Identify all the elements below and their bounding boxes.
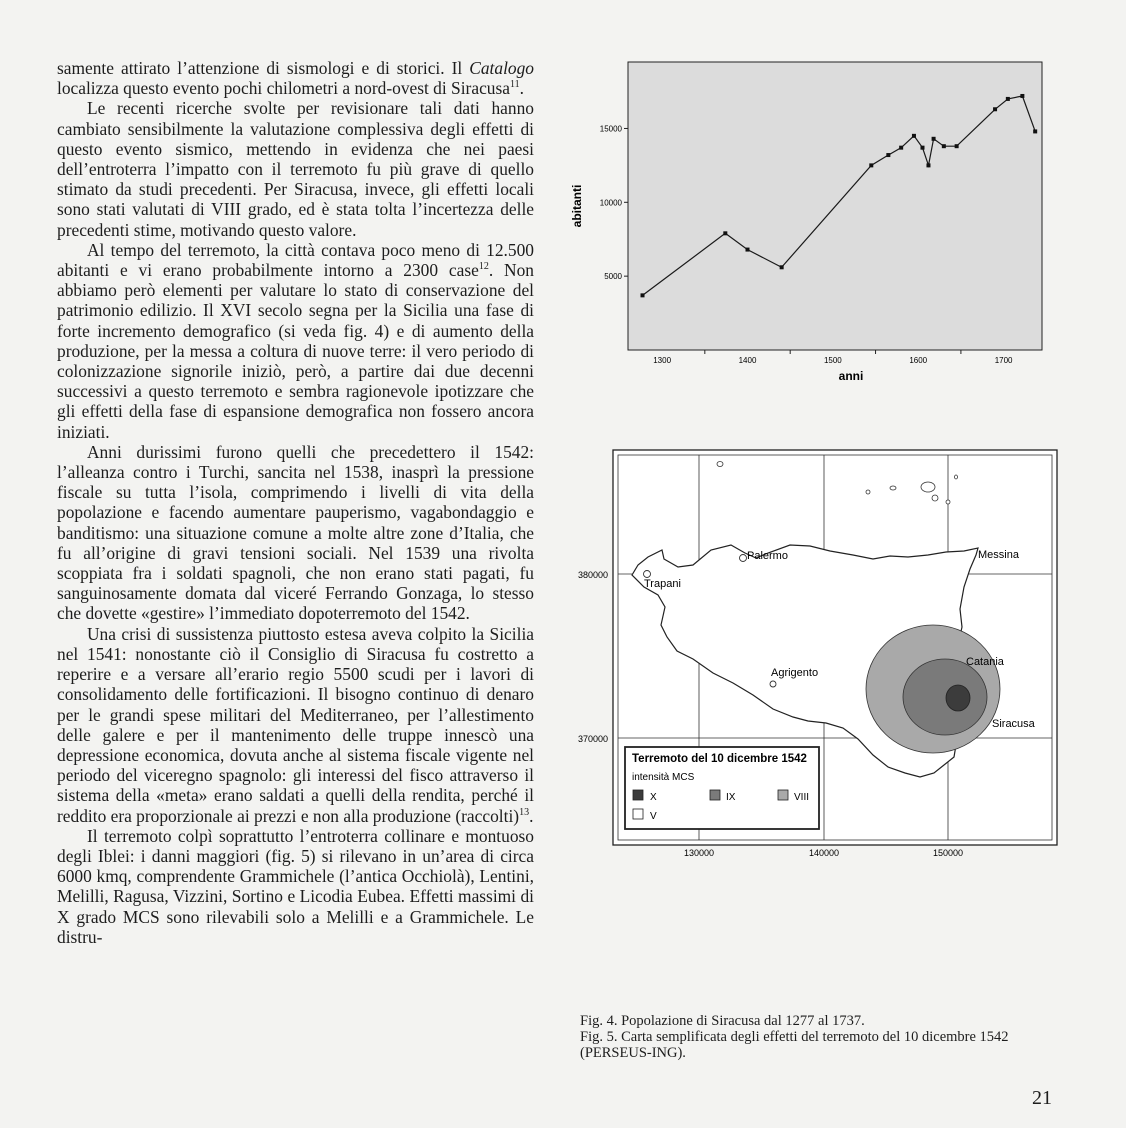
body-paragraph (57, 58, 534, 98)
footnote-ref: 12 (478, 261, 489, 273)
caption-fig5: Fig. 5. Carta semplificata degli effetti del terremoto del 10 dicembre 1542 (PERSEUS-ING). (580, 1029, 1009, 1061)
text-run: Le recenti ricerche svolte per revisionare tali dati hanno cambiato sensibilmente la valutazione complessiva degli effetti di questo evento sismico, mettendo in evidenza che nei paesi dell’entroterra l’impatto con il terremoto fu più grave di quello stimato da studi precedenti. Per Siracusa, invece, gli effetti locali sono stati valutati di VIII grado, ed è stata tolta l’incertezza delle precedenti stime, motivando questo valore. (57, 98, 534, 240)
place-palermo: Palermo (747, 550, 788, 562)
legend-label-x: X (650, 792, 657, 803)
chart-x-tick-label: 1400 (738, 356, 757, 365)
population-chart (568, 58, 1058, 388)
footnote-ref: 11 (509, 79, 520, 91)
chart-y-tick-label: 15000 (599, 124, 622, 134)
place-catania: Catania (966, 656, 1004, 668)
intensity-zone-x (946, 685, 970, 711)
place-trapani: Trapani (644, 578, 681, 590)
text-run: Una crisi di sussistenza piuttosto estesa aveva colpito la Sicilia nel 1541: nonostante ciò il Consiglio di Siracusa fu costretto a reperire e a versare all’erario regio 5500 scudi per i lavori di consolidamento delle fortificazioni. Il bisogno continuo di denaro per le grandi spese militari del Mediterraneo, per l’allestimento delle galere e per il mantenimento delle truppe innescò una depressione economica, dovuta anche al sistema fiscale vigente nel periodo del viceregno spagnolo: gli interessi del fisco attraverso il sistema della «meta» erano saldati a quelli della rendita, perché il reddito era proporzionale ai prezzi e non alla produzione (raccolti) (57, 623, 534, 826)
map-y-label-370000: 370000 (578, 734, 609, 744)
body-paragraph (57, 624, 534, 826)
chart-data-point (993, 107, 997, 111)
chart-data-point (723, 231, 727, 235)
chart-data-point (1033, 129, 1037, 133)
map-x-label-130000: 130000 (683, 848, 715, 858)
map-legend (625, 747, 819, 829)
legend-swatch-x (633, 790, 643, 800)
chart-data-point (912, 134, 916, 138)
chart-x-tick-label: 1700 (994, 356, 1013, 365)
legend-label-ix: IX (726, 792, 736, 803)
map-x-label-150000: 150000 (932, 848, 964, 858)
body-paragraph (57, 98, 534, 239)
page-number: 21 (1032, 1087, 1052, 1109)
chart-x-axis-label: anni (838, 369, 864, 383)
chart-data-point (641, 293, 645, 297)
place-agrigento: Agrigento (771, 667, 819, 679)
text-run: Al tempo del terremoto, la città contava poco meno di 12.500 abitanti e vi erano probabilmente intorno a 2300 case (57, 239, 534, 281)
chart-data-point (780, 265, 784, 269)
map-y-label-380000: 380000 (578, 570, 609, 580)
chart-data-point (942, 144, 946, 148)
chart-data-point (886, 153, 890, 157)
text-run: . Non abbiamo però elementi per valutare lo stato di conservazione del patrimonio edilizio. Il XVI secolo segna per la Sicilia una fase di forte incremento demografico (si veda fig. 4) e di aumento della produzione, per la messa a coltura di nuove terre: il vero periodo di colonizzazione signorile iniziò, però, a partire dai due decenni successivi a questo terremoto e sembra ragionevole ipotizzare che gli effetti della fase di espansione demografica non fossero ancora iniziati. (57, 260, 534, 442)
map-x-label-140000: 140000 (808, 848, 840, 858)
legend-subtitle: intensità MCS (632, 772, 695, 783)
text-run: Il terremoto colpì soprattutto l’entroterra collinare e montuoso degli Iblei: i danni maggiori (fig. 5) si rilevano in un’area di circa 6000 kmq, comprendente Grammichele (l’antica Occhiolà), Lentini, Melilli, Ragusa, Vizzini, Sortino e Licodia Eubea. Effetti massimi di X grado MCS sono rilevabili solo a Melilli e a Grammichele. Le distru- (57, 825, 534, 947)
text-run: samente attirato l’attenzione di sismologi e di storici. Il (57, 58, 470, 78)
body-text-column (57, 58, 534, 947)
footnote-ref: 13 (519, 806, 530, 818)
text-run: . (519, 78, 524, 99)
legend-swatch-v (633, 809, 643, 819)
figure-captions (580, 1013, 1060, 1061)
body-paragraph (57, 826, 534, 947)
chart-data-point (920, 146, 924, 150)
body-paragraph (57, 442, 534, 624)
legend-title: Terremoto del 10 dicembre 1542 (632, 753, 807, 765)
text-run: . (529, 805, 534, 826)
chart-data-point (869, 163, 873, 167)
chart-y-tick-label: 5000 (604, 272, 622, 282)
chart-data-point (899, 146, 903, 150)
place-siracusa: Siracusa (992, 718, 1035, 730)
chart-data-point (1006, 97, 1010, 101)
text-run: localizza questo evento pochi chilometri a nord-ovest di Siracusa (57, 78, 510, 99)
legend-label-viii: VIII (794, 792, 810, 803)
legend-label-v: V (650, 811, 657, 822)
chart-x-tick-label: 1500 (823, 356, 842, 365)
text-run: Anni durissimi furono quelli che precedettero il 1542: l’alleanza contro i Turchi, sancita nel 1538, inasprì la pressione fiscale su tutta l’isola, comprimendo i livelli di vita della popolazione e facendo aumentare pauperismo, vagabondaggio e banditismo: una situazione comune a molte altre zone d’Italia, che fu all’origine di gravi tensioni sociali. Nel 1539 una rivolta scoppiata fra i soldati spagnoli, che non erano stati pagati, fu sanguinosamente domata dal viceré Ferrando Gonzaga, lo stesso che dovette «gestire» l’immediato dopoterremoto del 1542. (57, 441, 534, 624)
body-paragraph (57, 240, 534, 442)
chart-y-tick-label: 10000 (599, 198, 622, 208)
chart-data-point (932, 137, 936, 141)
chart-x-tick-label: 1300 (653, 356, 672, 365)
earthquake-map (568, 447, 1058, 865)
caption-fig4: Fig. 4. Popolazione di Siracusa dal 1277 al 1737. (580, 1013, 865, 1029)
chart-data-point (746, 248, 750, 252)
legend-swatch-viii (778, 790, 788, 800)
text-run: Catalogo (469, 58, 534, 78)
chart-y-axis-label: abitanti (570, 184, 584, 228)
legend-swatch-ix (710, 790, 720, 800)
chart-data-point (955, 144, 959, 148)
chart-data-point (926, 163, 930, 167)
place-messina: Messina (978, 549, 1019, 561)
chart-data-point (1020, 94, 1024, 98)
chart-x-tick-label: 1600 (909, 356, 928, 365)
intensity-zone-ix (903, 659, 987, 735)
